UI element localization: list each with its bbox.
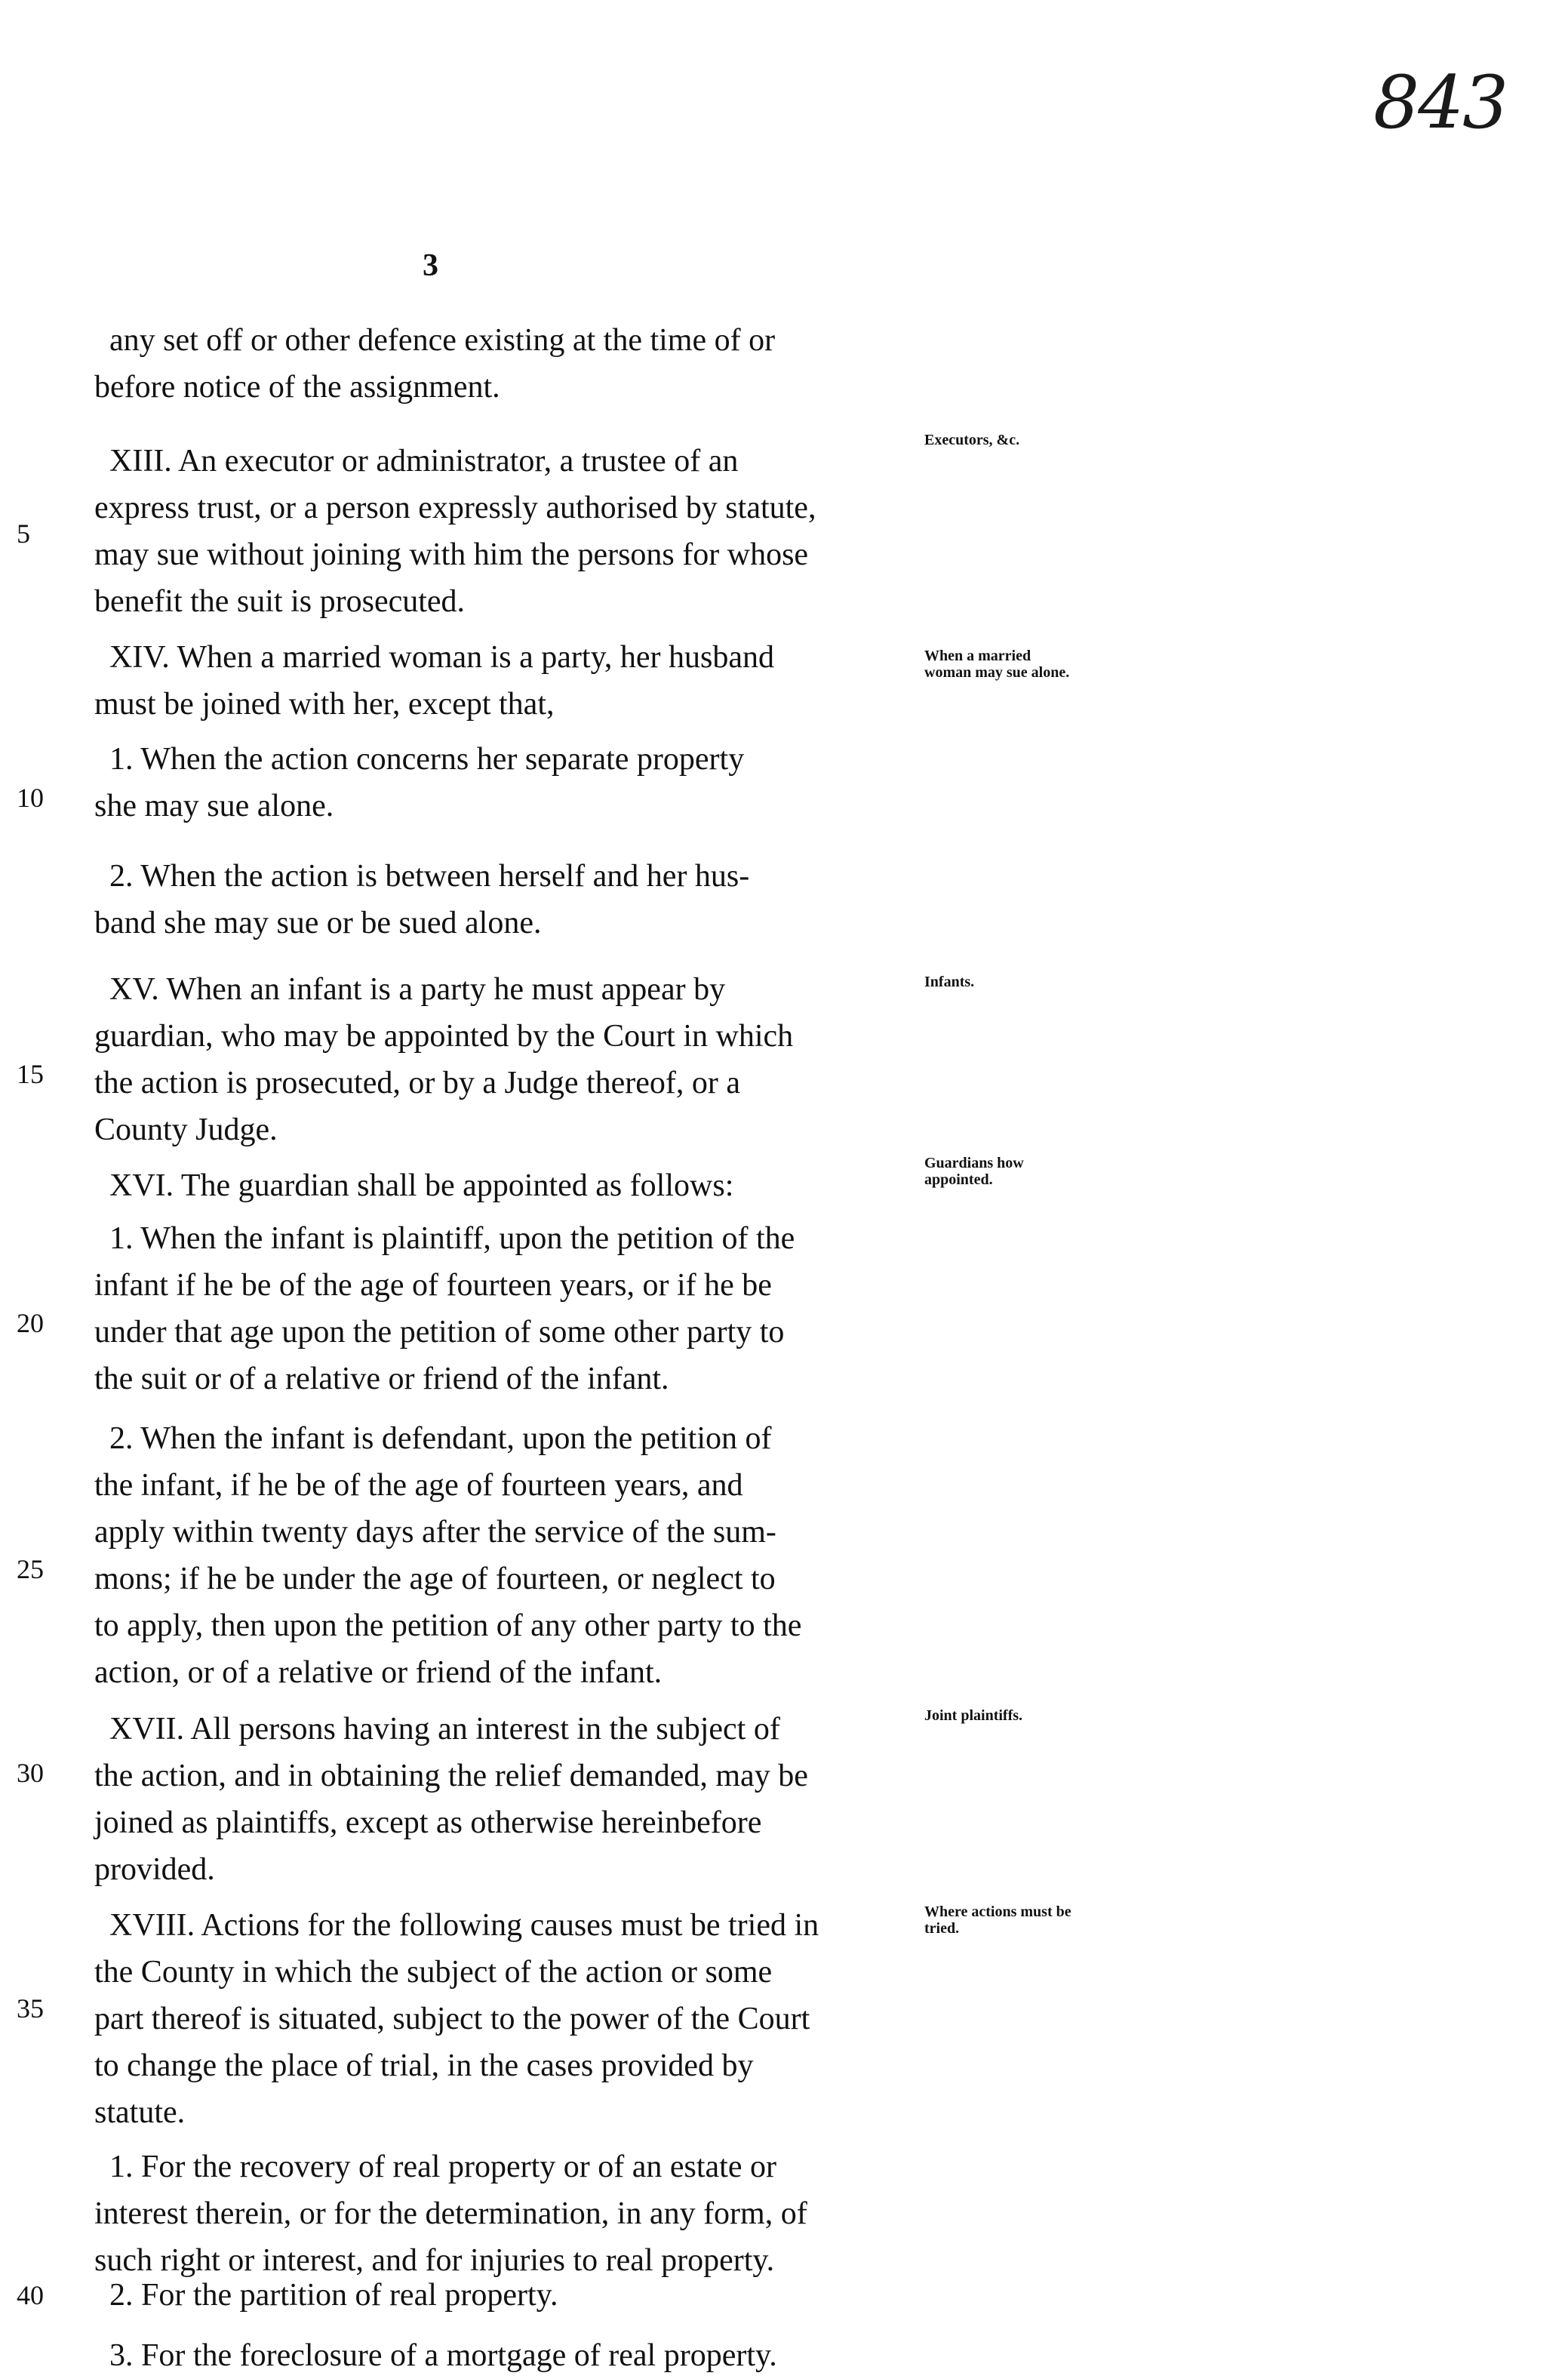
paragraph-line: 2. When the action is between herself and her hus- [109,859,750,894]
paragraph-line: interest therein, or for the determination, in any form, of [94,2196,807,2231]
paragraph-line: 1. When the infant is plaintiff, upon the petition of the [109,1221,795,1256]
paragraph-line: XV. When an infant is a party he must appear by [109,972,726,1007]
paragraph-line: to apply, then upon the petition of any other party to the [94,1608,802,1643]
paragraph-line: 2. When the infant is defendant, upon the petition of [109,1421,772,1456]
paragraph [34,736,939,829]
paragraph-line: action, or of a relative or friend of the infant. [94,1655,663,1690]
paragraph-line: XIII. An executor or administrator, a trustee of an [109,444,739,479]
paragraph-line: to change the place of trial, in the cases provided by [94,2048,754,2083]
paragraph-line: XVII. All persons having an interest in the subject of [109,1712,780,1747]
line-number: 40 [17,2280,44,2310]
paragraph-line: guardian, who may be appointed by the Court in which [94,1019,794,1054]
paragraph-line: XVIII. Actions for the following causes must be tried in [109,1908,819,1943]
line-number: 20 [17,1308,44,1338]
paragraph [34,1706,939,1893]
paragraph-line: any set off or other defence existing at the time of or [109,323,776,358]
paragraph-line: must be joined with her, except that, [94,687,555,722]
margin-note: Infants. [924,974,975,990]
paragraph-line: benefit the suit is prosecuted. [94,584,466,619]
line-number: 35 [17,1993,44,2024]
paragraph-line: XVI. The guardian shall be appointed as follows: [109,1168,734,1203]
paragraph-line: part thereof is situated, subject to the power of the Court [94,2002,810,2036]
paragraph-line: apply within twenty days after the service of the sum- [94,1515,776,1550]
paragraph [34,853,939,946]
margin-note: When a married woman may sue alone. [924,648,1070,681]
paragraph-line: mons; if he be under the age of fourteen, or neglect to [94,1562,776,1596]
handwritten-page-number: 843 [1373,60,1508,145]
paragraph [34,1215,939,1402]
paragraph-line: she may sue alone. [94,789,334,823]
paragraph-line: the suit or of a relative or friend of the infant. [94,1362,669,1396]
paragraph [34,1162,939,1209]
paragraph-line: the action is prosecuted, or by a Judge thereof, or a [94,1066,741,1100]
paragraph-line: joined as plaintiffs, except as otherwise hereinbefore [94,1805,762,1840]
paragraph [34,438,939,625]
paragraph [34,2272,939,2319]
paragraph-line: 2. For the partition of real property. [109,2278,558,2313]
line-number: 30 [17,1758,44,1788]
paragraph-line: provided. [94,1852,215,1887]
paragraph-line: County Judge. [94,1113,278,1147]
paragraph-line: 1. For the recovery of real property or of an estate or [109,2150,776,2184]
paragraph [34,634,939,728]
margin-note: Guardians how appointed. [924,1155,1024,1188]
paragraph [34,966,939,1153]
paragraph-line: such right or interest, and for injuries to real property. [94,2243,775,2278]
paragraph-line: band she may sue or be sued alone. [94,906,542,940]
paragraph-line: express trust, or a person expressly authorised by statute, [94,491,816,525]
margin-note: Executors, &c. [924,432,1020,448]
paragraph-line: the action, and in obtaining the relief demanded, may be [94,1759,808,1793]
line-number: 15 [17,1059,44,1089]
line-number: 5 [17,519,30,549]
paragraph-line: 3. For the foreclosure of a mortgage of real property. [109,2338,777,2373]
page-number: 3 [423,248,438,283]
paragraph-line: the County in which the subject of the action or some [94,1955,773,1990]
paragraph-line: XIV. When a married woman is a party, her husband [109,640,774,675]
line-number: 25 [17,1554,44,1584]
paragraph-line: the infant, if he be of the age of fourteen years, and [94,1468,743,1503]
margin-note: Where actions must be tried. [924,1904,1071,1937]
paragraph-line: 1. When the action concerns her separate property [109,742,745,777]
line-number: 10 [17,783,44,813]
paragraph-line: statute. [94,2095,186,2130]
paragraph [34,2332,939,2379]
margin-note: Joint plaintiffs. [924,1707,1023,1724]
paragraph-line: before notice of the assignment. [94,370,500,405]
paragraph [34,1415,939,1696]
paragraph [34,317,939,411]
paragraph-line: infant if he be of the age of fourteen years, or if he be [94,1268,772,1303]
paragraph [34,1902,939,2136]
paragraph-line: under that age upon the petition of some other party to [94,1315,785,1350]
paragraph-line: may sue without joining with him the persons for whose [94,537,809,572]
paragraph [34,2144,939,2284]
